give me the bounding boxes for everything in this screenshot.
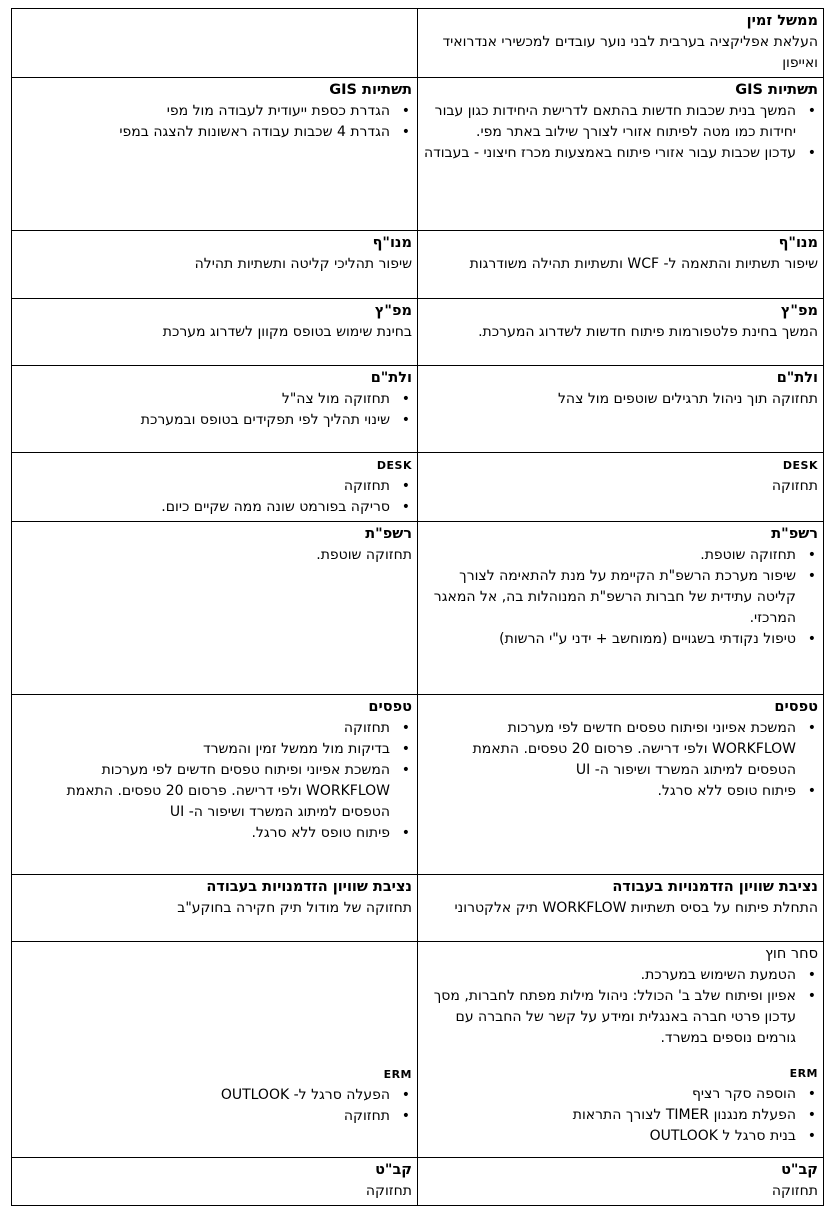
section-title: מנו"ף bbox=[372, 235, 412, 251]
bullet-list bbox=[17, 476, 412, 518]
cell-left bbox=[12, 453, 418, 522]
list-item: • תחזוקה bbox=[17, 718, 390, 739]
bullet-list bbox=[423, 101, 818, 164]
section-title: נציבת שוויון הזדמנויות בעבודה bbox=[612, 879, 818, 895]
list-item: • תחזוקה bbox=[17, 476, 390, 497]
section-text: תחזוקה bbox=[771, 1183, 818, 1199]
cell-left bbox=[12, 695, 418, 875]
bullet-list bbox=[423, 1084, 818, 1147]
list-item: • שינוי תהליך לפי תפקידים בטופס ובמערכת bbox=[17, 410, 390, 431]
list-item: • סריקה בפורמט שונה ממה שקיים כיום. bbox=[17, 497, 390, 518]
bullet-list bbox=[17, 1085, 412, 1127]
section-title: מפ"ץ bbox=[780, 303, 818, 319]
cell-right bbox=[418, 78, 824, 231]
cell-left bbox=[12, 875, 418, 942]
section-text: תחזוקה תוך ניהול תרגילים שוטפים מול צהל bbox=[557, 391, 818, 407]
list-item: • המשכת אפיוני ופיתוח טפסים חדשים לפי מערכות WORKFLOW ולפי דרישה. פרסום 20 טפסים. התאמת הטפסים למיתוג המשרד ושיפור ה- UI bbox=[17, 760, 390, 823]
list-item: • הוספה סקר רציף bbox=[423, 1084, 796, 1105]
list-item: • טיפול נקודתי בשגויים (ממוחשב + ידני ע"י הרשות) bbox=[423, 629, 796, 650]
bullet-list bbox=[423, 965, 818, 1049]
section-text: העלאת אפליקציה בערבית לבני נוער עובדים למכשירי אנדרואיד ואייפון bbox=[442, 34, 818, 71]
section-text: שיפור תשתיות והתאמה ל- WCF ותשתיות תהילה משודרגות bbox=[469, 256, 818, 272]
cell-right bbox=[418, 299, 824, 366]
work-plan-table bbox=[11, 8, 824, 1206]
cell-right bbox=[418, 366, 824, 453]
cell-right bbox=[418, 522, 824, 695]
bullet-list bbox=[423, 545, 818, 650]
table-row bbox=[12, 9, 824, 78]
section-text: תחזוקה של מודול תיק חקירה בחוקע"ב bbox=[177, 900, 412, 916]
bullet-list bbox=[423, 718, 818, 802]
section-text: תחזוקה שוטפת. bbox=[316, 547, 412, 563]
list-item: • הפעלה סרגל ל- OUTLOOK bbox=[17, 1085, 390, 1106]
section-text: תחזוקה bbox=[771, 478, 818, 494]
list-item: • שיפור מערכת הרשפ"ת הקיימת על מנת להתאימה לצורך קליטה עתידית של חברות הרשפ"ת המנוהלות בה, אל המאגר המרכזי. bbox=[423, 566, 796, 629]
list-item: • בנית סרגל ל OUTLOOK bbox=[423, 1126, 796, 1147]
cell-left bbox=[12, 942, 418, 1158]
section-title: קב"ט bbox=[781, 1162, 818, 1178]
section-title: מפ"ץ bbox=[374, 303, 412, 319]
table-row bbox=[12, 366, 824, 453]
section-text: תחזוקה bbox=[365, 1183, 412, 1199]
list-item: • הפעלת מנגנון TIMER לצורך התראות bbox=[423, 1105, 796, 1126]
list-item: • עדכון שכבות עבור אזורי פיתוח באמצעות מכרז חיצוני - בעבודה bbox=[423, 143, 796, 164]
section-title: תשתיות GIS bbox=[329, 82, 412, 98]
cell-left bbox=[12, 522, 418, 695]
section-title: תשתיות GIS bbox=[735, 82, 818, 98]
table-row bbox=[12, 875, 824, 942]
section-title: קב"ט bbox=[375, 1162, 412, 1178]
cell-right bbox=[418, 231, 824, 299]
list-item: • הגדרת 4 שכבות עבודה ראשונות להצגה במפי bbox=[17, 122, 390, 143]
list-item: • הגדרת כספת ייעודית לעבודה מול מפי bbox=[17, 101, 390, 122]
section-text: התחלת פיתוח על בסיס תשתיות WORKFLOW תיק אלקטרוני bbox=[454, 900, 818, 916]
table-row bbox=[12, 1158, 824, 1206]
list-item: • המשכת אפיוני ופיתוח טפסים חדשים לפי מערכות WORKFLOW ולפי דרישה. פרסום 20 טפסים. התאמת הטפסים למיתוג המשרד ושיפור ה- UI bbox=[423, 718, 796, 781]
section-title: רשפ"ת bbox=[365, 526, 412, 542]
section-title: נציבת שוויון הזדמנויות בעבודה bbox=[206, 879, 412, 895]
table-row bbox=[12, 78, 824, 231]
section-title: מנו"ף bbox=[778, 235, 818, 251]
bullet-list bbox=[17, 101, 412, 143]
cell-left bbox=[12, 1158, 418, 1206]
cell-right bbox=[418, 875, 824, 942]
subsection-title: ERM bbox=[789, 1067, 818, 1080]
section-title: ממשל זמין bbox=[746, 13, 818, 29]
cell-right bbox=[418, 942, 824, 1158]
section-title: DESK bbox=[782, 459, 818, 472]
section-title: ולת"ם bbox=[776, 370, 818, 386]
list-item: • בדיקות מול ממשל זמין והמשרד bbox=[17, 739, 390, 760]
cell-left bbox=[12, 9, 418, 78]
list-item: • פיתוח טופס ללא סרגל. bbox=[17, 823, 390, 844]
section-title: ולת"ם bbox=[370, 370, 412, 386]
section-text: שיפור תהליכי קליטה ותשתיות תהילה bbox=[194, 256, 412, 272]
cell-left bbox=[12, 299, 418, 366]
section-text: בחינת שימוש בטופס מקוון לשדרוג מערכת bbox=[162, 324, 412, 340]
table-row bbox=[12, 695, 824, 875]
cell-left bbox=[12, 231, 418, 299]
table-row bbox=[12, 299, 824, 366]
list-item: • פיתוח טופס ללא סרגל. bbox=[423, 781, 796, 802]
cell-right bbox=[418, 1158, 824, 1206]
list-item: • הטמעת השימוש במערכת. bbox=[423, 965, 796, 986]
list-item: • המשך בנית שכבות חדשות בהתאם לדרישת היחידות כגון עבור יחידות כמו מטה לפיתוח אזורי לצורך שילוב באתר מפי. bbox=[423, 101, 796, 143]
section-title: DESK bbox=[376, 459, 412, 472]
list-item: • אפיון ופיתוח שלב ב' הכולל: ניהול מילות מפתח לחברות, מסך עדכון פרטי חברה באנגלית ומידע על קשר של החברה עם גורמים נוספים במשרד. bbox=[423, 986, 796, 1049]
bullet-list bbox=[17, 718, 412, 844]
cell-left bbox=[12, 78, 418, 231]
cell-right bbox=[418, 453, 824, 522]
section-text: המשך בחינת פלטפורמות פיתוח חדשות לשדרוג המערכת. bbox=[478, 324, 818, 340]
cell-right bbox=[418, 9, 824, 78]
subsection-title: ERM bbox=[383, 1068, 412, 1081]
table-row bbox=[12, 453, 824, 522]
list-item: • תחזוקה שוטפת. bbox=[423, 545, 796, 566]
bullet-list bbox=[17, 389, 412, 431]
cell-left bbox=[12, 366, 418, 453]
table-row bbox=[12, 522, 824, 695]
section-title: טפסים bbox=[774, 699, 818, 715]
list-item: • תחזוקה bbox=[17, 1106, 390, 1127]
table-row bbox=[12, 231, 824, 299]
section-title: רשפ"ת bbox=[771, 526, 818, 542]
section-title: סחר חוץ bbox=[765, 946, 818, 962]
section-title: טפסים bbox=[368, 699, 412, 715]
cell-right bbox=[418, 695, 824, 875]
table-row bbox=[12, 942, 824, 1158]
list-item: • תחזוקה מול צה"ל bbox=[17, 389, 390, 410]
